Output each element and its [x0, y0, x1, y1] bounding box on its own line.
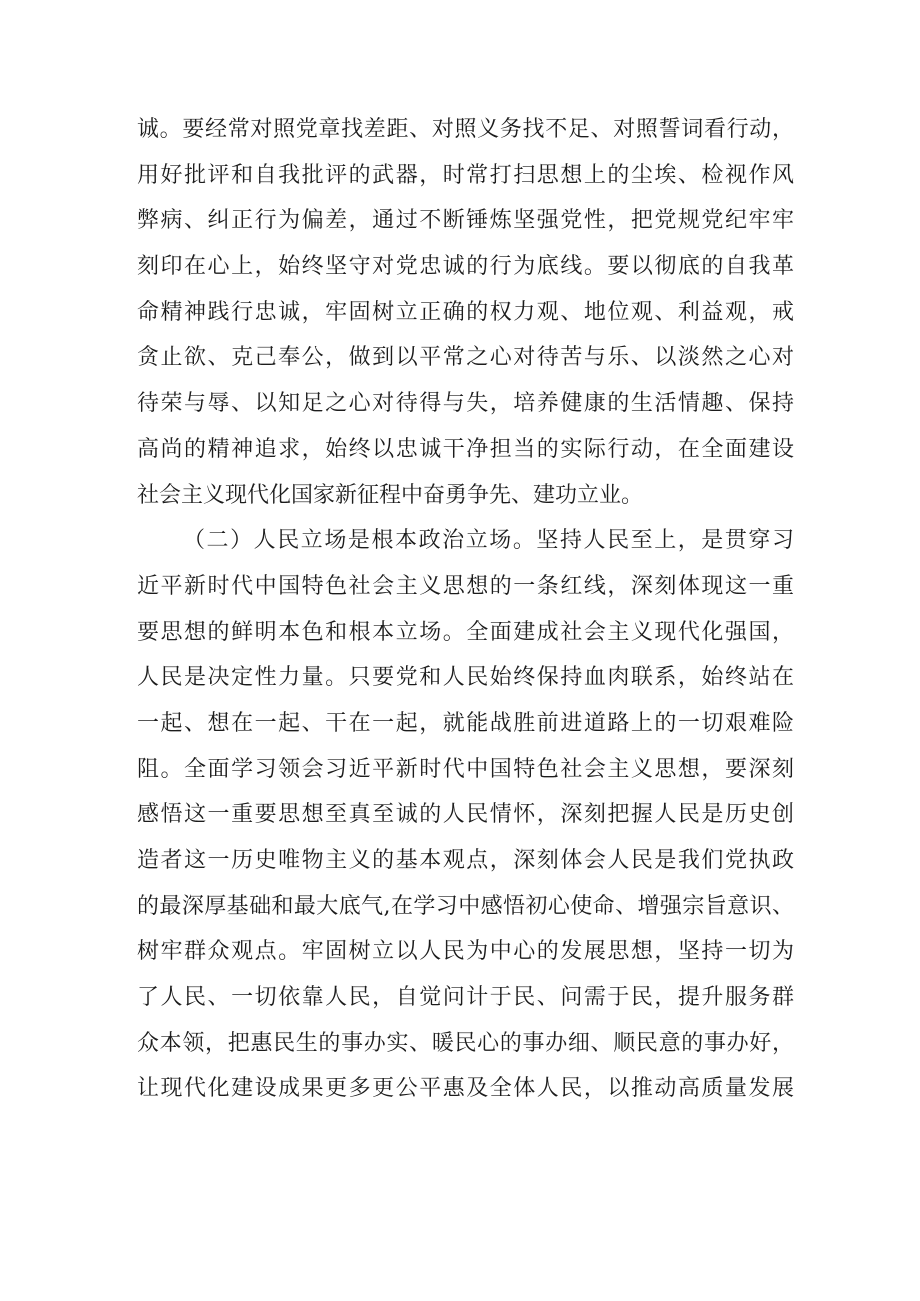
text-line: 用好批评和自我批评的武器，时常打扫思想上的尘埃、检视作风: [137, 162, 794, 188]
text-line: 命精神践行忠诚，牢固树立正确的权力观、地位观、利益观，戒: [137, 299, 794, 325]
text-line: 刻印在心上，始终坚守对党忠诚的行为底线。要以彻底的自我革: [137, 254, 794, 280]
section-heading-line: （二）人民立场是根本政治立场。坚持人民至上，是贯穿习: [183, 528, 794, 554]
text-line: 造者这一历史唯物主义的基本观点，深刻体会人民是我们党执政: [137, 848, 794, 873]
text-line: 待荣与辱、以知足之心对待得与失，培养健康的生活情趣、保持: [137, 391, 794, 417]
text-line: 一起、想在一起、干在一起，就能战胜前进道路上的一切艰难险: [137, 710, 794, 736]
text-line: 要思想的鲜明本色和根本立场。全面建成社会主义现代化强国，: [137, 619, 794, 645]
text-line: 高尚的精神追求，始终以忠诚干净担当的实际行动，在全面建设: [137, 436, 794, 462]
text-line: 近平新时代中国特色社会主义思想的一条红线，深刻体现这一重: [137, 573, 794, 599]
text-line: 让现代化建设成果更多更公平惠及全体人民，以推动高质量发展: [137, 1076, 794, 1102]
text-line: 人民是决定性力量。只要党和人民始终保持血肉联系，始终站在: [137, 665, 794, 691]
text-line: 阻。全面学习领会习近平新时代中国特色社会主义思想，要深刻: [137, 756, 794, 782]
paragraph-loyalty: [137, 107, 794, 518]
text-line: 感悟这一重要思想至真至诚的人民情怀，深刻把握人民是历史创: [137, 802, 794, 828]
paragraph-people-stance: [137, 518, 794, 1112]
text-line: 弊病、纠正行为偏差，通过不断锤炼坚强党性，把党规党纪牢牢: [137, 208, 794, 234]
text-line: 贪止欲、克己奉公，做到以平常之心对待苦与乐、以淡然之心对: [137, 345, 794, 371]
text-line: 诚。要经常对照党章找差距、对照义务找不足、对照誓词看行动，: [137, 117, 794, 142]
text-line: 树牢群众观点。牢固树立以人民为中心的发展思想，坚持一切为: [137, 939, 794, 965]
text-line: 众本领，把惠民生的事办实、暖民心的事办细、顺民意的事办好，: [137, 1030, 794, 1056]
body-text: [137, 107, 794, 1112]
text-line: 了人民、一切依靠人民，自觉问计于民、问需于民，提升服务群: [137, 985, 794, 1011]
text-line: 的最深厚基础和最大底气,在学习中感悟初心使命、增强宗旨意识、: [137, 893, 794, 919]
text-line: 社会主义现代化国家新征程中奋勇争先、建功立业。: [137, 482, 644, 508]
